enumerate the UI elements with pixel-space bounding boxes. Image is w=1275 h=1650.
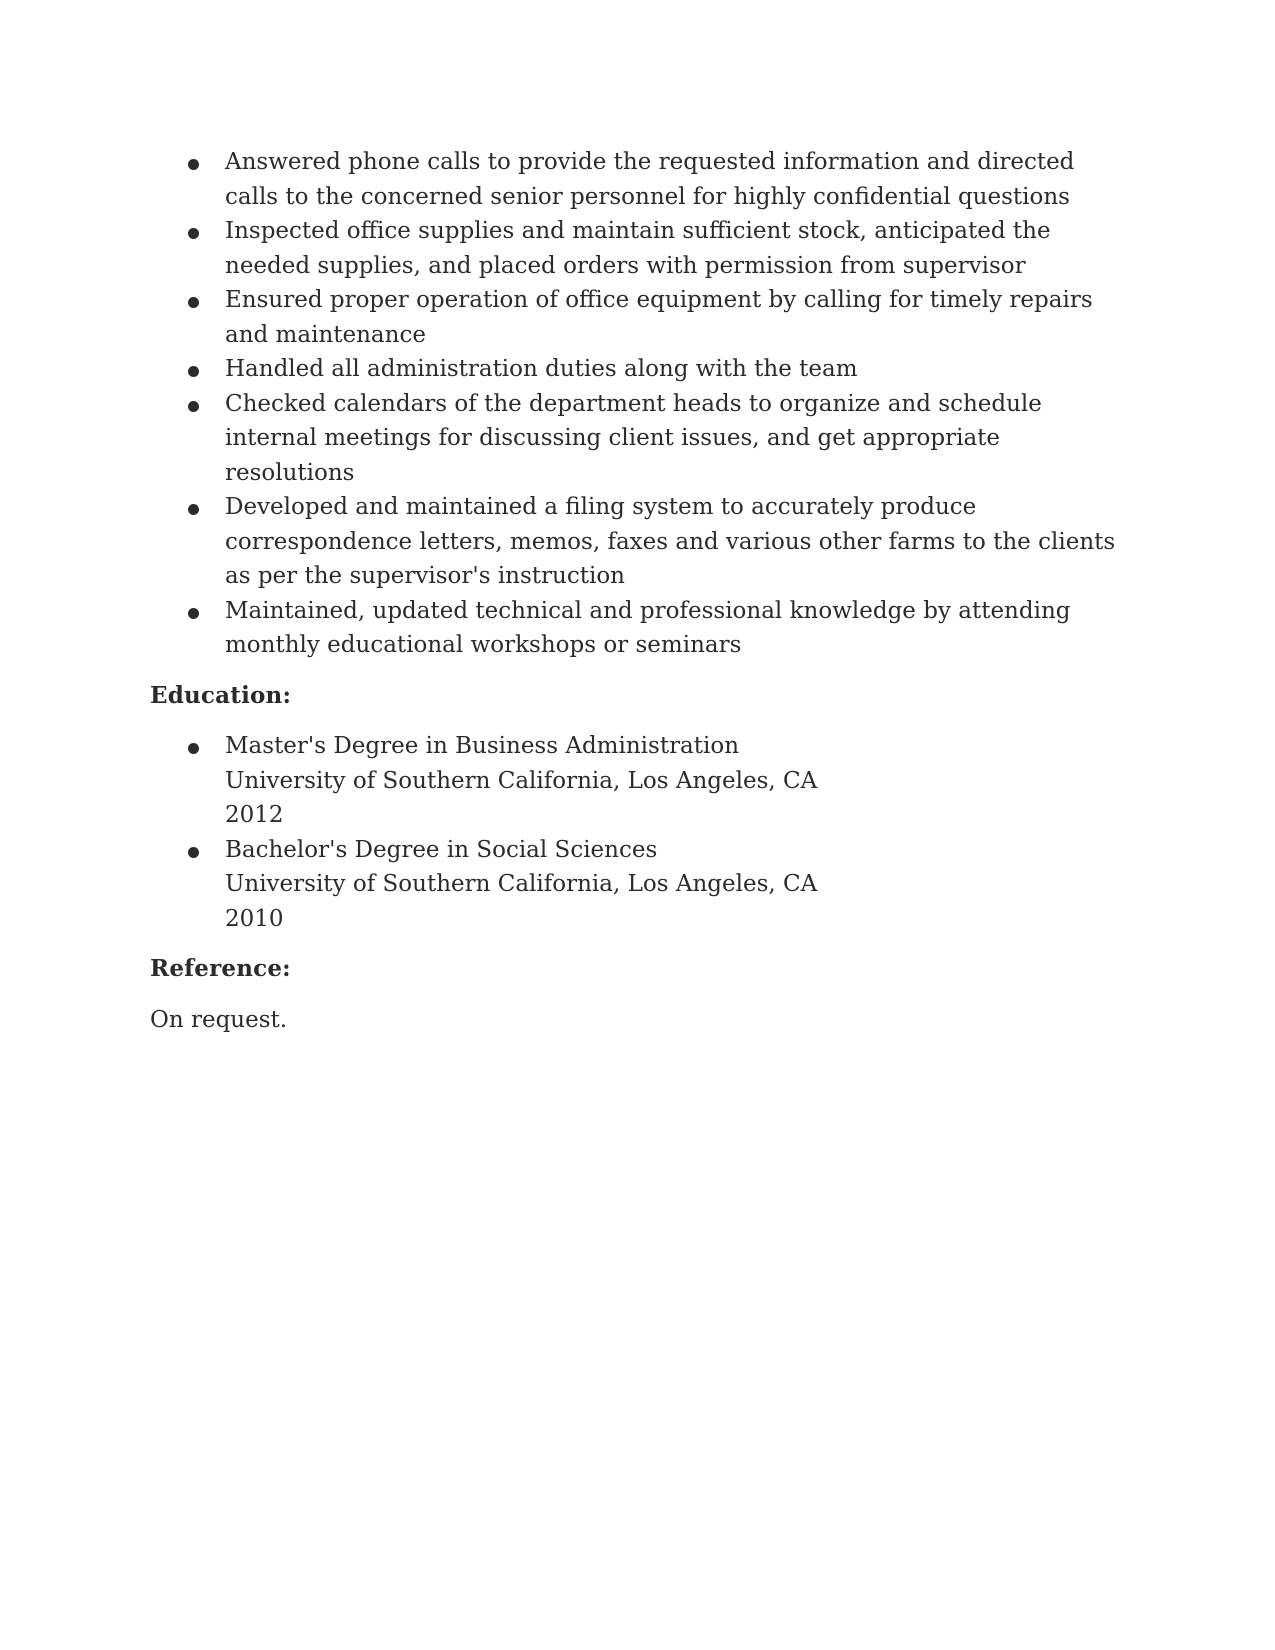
experience-bullet-text: Checked calendars of the department heads to organize and schedule internal meetings for discussing client issues, and get appropriate resolutions — [225, 390, 1042, 486]
list-item — [150, 145, 1130, 214]
reference-heading: Reference: — [150, 955, 291, 982]
experience-list — [150, 145, 1130, 663]
reference-text: On request. — [150, 1006, 288, 1033]
education-item — [150, 833, 1130, 937]
bullet-icon — [188, 159, 199, 170]
bullet-icon — [188, 608, 199, 619]
list-item — [150, 352, 1130, 387]
bullet-icon — [188, 504, 199, 515]
experience-bullet-text: Handled all administration duties along with the team — [225, 356, 858, 382]
education-list — [150, 729, 1130, 936]
list-item — [150, 214, 1130, 283]
experience-bullet-text: Maintained, updated technical and professional knowledge by attending monthly educational workshops or seminars — [225, 597, 1071, 658]
experience-bullet-text: Ensured proper operation of office equipment by calling for timely repairs and maintenance — [225, 287, 1093, 348]
education-heading: Education: — [150, 681, 292, 709]
school-text: University of Southern California, Los Angeles, CA — [225, 871, 818, 897]
list-item — [150, 594, 1130, 663]
year-text: 2012 — [225, 802, 284, 828]
bullet-icon — [188, 401, 199, 412]
bullet-icon — [188, 297, 199, 308]
list-item — [150, 283, 1130, 352]
bullet-icon — [188, 847, 199, 858]
year-text: 2010 — [225, 905, 284, 932]
school-text: University of Southern California, Los Angeles, CA — [225, 767, 818, 794]
degree-text: Bachelor's Degree in Social Sciences — [225, 836, 658, 863]
experience-bullet-text: Inspected office supplies and maintain sufficient stock, anticipated the needed supplies, and placed orders with permission from supervisor — [225, 218, 1051, 279]
list-item — [150, 387, 1130, 491]
experience-bullet-text: Answered phone calls to provide the requested information and directed calls to the concerned senior personnel for highly confidential questions — [225, 149, 1075, 210]
degree-text: Master's Degree in Business Administration — [225, 733, 740, 759]
bullet-icon — [188, 366, 199, 377]
experience-bullet-text: Developed and maintained a filing system to accurately produce correspondence letters, memos, faxes and various other farms to the clients as per the supervisor's instruction — [225, 494, 1116, 589]
bullet-icon — [188, 743, 199, 754]
education-item — [150, 729, 1130, 833]
list-item — [150, 490, 1130, 594]
bullet-icon — [188, 228, 199, 239]
resume-content — [150, 145, 1130, 1037]
